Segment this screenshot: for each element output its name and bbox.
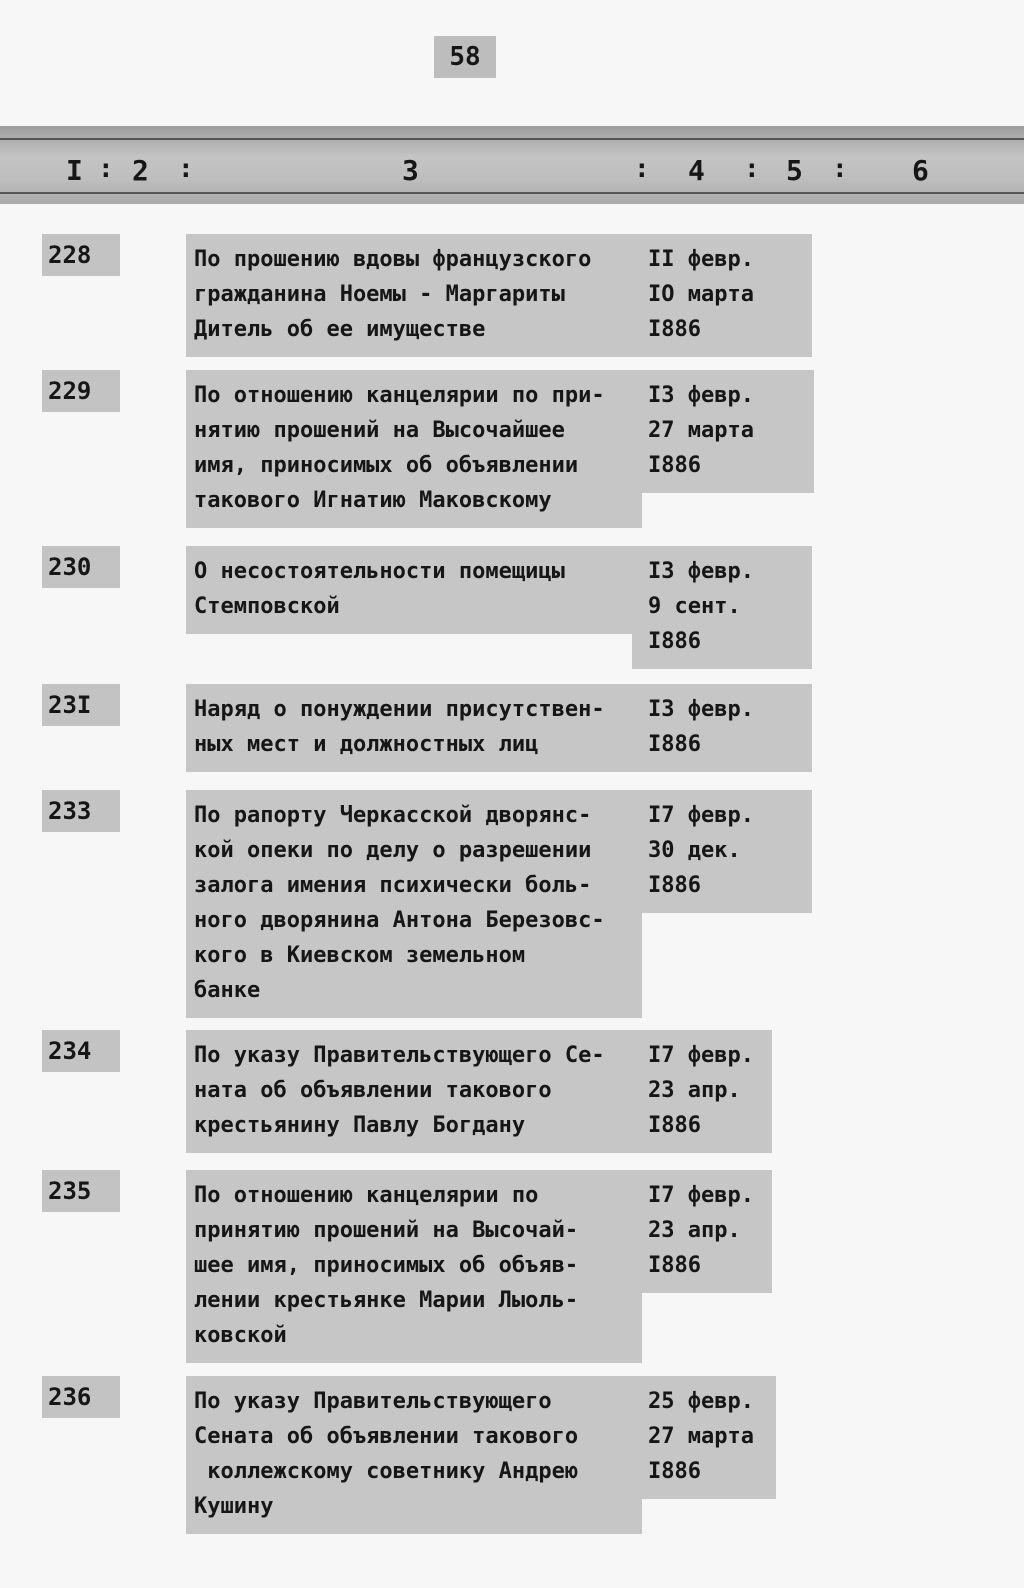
header-rule-bottom <box>0 192 1024 194</box>
title-line: ного дворянина Антона Березовс- <box>194 908 605 933</box>
record-title <box>186 370 642 528</box>
date-line: 23 апр. <box>648 1218 741 1243</box>
header-separator: : <box>634 154 650 184</box>
header-separator: : <box>98 154 114 184</box>
title-line: ковской <box>194 1323 287 1348</box>
record-number: 230 <box>42 546 120 588</box>
record-dates <box>632 546 812 669</box>
header-rule-top <box>0 138 1024 140</box>
date-line: I3 февр. <box>648 383 754 408</box>
date-line: I886 <box>648 732 701 757</box>
record-title <box>186 234 636 357</box>
title-line: По прошению вдовы французского <box>194 247 592 272</box>
header-separator: : <box>832 154 848 184</box>
title-line: кой опеки по делу о разрешении <box>194 838 592 863</box>
title-line: О несостоятельности помещицы <box>194 559 565 584</box>
title-line: коллежскому советнику Андрею <box>194 1459 579 1484</box>
record-title <box>186 684 642 772</box>
title-line: По рапорту Черкасской дворянс- <box>194 803 592 828</box>
page-number: 58 <box>434 36 496 78</box>
record-dates <box>632 1170 772 1293</box>
title-line: лении крестьянке Марии Лыоль- <box>194 1288 579 1313</box>
title-line: такового Игнатию Маковскому <box>194 488 552 513</box>
title-line: ната об объявлении такового <box>194 1078 552 1103</box>
header-separator: : <box>178 154 194 184</box>
record-dates <box>632 684 812 772</box>
title-line: Наряд о понуждении присутствен- <box>194 697 605 722</box>
title-line: шее имя, приносимых об объяв- <box>194 1253 579 1278</box>
title-line: крестьянину Павлу Богдану <box>194 1113 526 1138</box>
title-line: Сената об объявлении такового <box>194 1424 579 1449</box>
date-line: I886 <box>648 453 701 478</box>
title-line: По отношению канцелярии по при- <box>194 383 605 408</box>
date-line: I886 <box>648 1253 701 1278</box>
record-dates <box>632 790 812 913</box>
header-col-2: 2 <box>132 154 151 187</box>
date-line: I7 февр. <box>648 1043 754 1068</box>
record-number: 233 <box>42 790 120 832</box>
date-line: 27 марта <box>648 1424 754 1449</box>
date-line: 27 марта <box>648 418 754 443</box>
date-line: I886 <box>648 1459 701 1484</box>
header-col-6: 6 <box>912 154 931 187</box>
header-col-3: 3 <box>402 154 421 187</box>
title-line: кого в Киевском земельном <box>194 943 526 968</box>
title-line: Стемповской <box>194 594 340 619</box>
record-dates <box>632 1030 772 1153</box>
header-separator: : <box>744 154 760 184</box>
record-title <box>186 1170 642 1363</box>
date-line: I886 <box>648 629 701 654</box>
title-line: залога имения психически боль- <box>194 873 592 898</box>
date-line: I886 <box>648 317 701 342</box>
title-line: По отношению канцелярии по <box>194 1183 539 1208</box>
record-title <box>186 790 642 1018</box>
date-line: I3 февр. <box>648 697 754 722</box>
table-header <box>0 126 1024 204</box>
date-line: I7 февр. <box>648 803 754 828</box>
title-line: банке <box>194 978 261 1003</box>
title-line: гражданина Ноемы - Маргариты <box>194 282 565 307</box>
title-line: принятию прошений на Высочай- <box>194 1218 579 1243</box>
header-col-1: I <box>66 154 85 187</box>
record-number: 229 <box>42 370 120 412</box>
date-line: I3 февр. <box>648 559 754 584</box>
record-number: 234 <box>42 1030 120 1072</box>
date-line: 30 дек. <box>648 838 741 863</box>
date-line: 25 февр. <box>648 1389 754 1414</box>
date-line: 9 сент. <box>648 594 741 619</box>
title-line: Дитель об ее имуществе <box>194 317 486 342</box>
header-col-4: 4 <box>688 154 707 187</box>
title-line: ных мест и должностных лиц <box>194 732 539 757</box>
record-title <box>186 546 642 634</box>
date-line: 23 апр. <box>648 1078 741 1103</box>
date-line: I886 <box>648 873 701 898</box>
date-line: I7 февр. <box>648 1183 754 1208</box>
record-dates <box>632 1376 776 1499</box>
record-number: 228 <box>42 234 120 276</box>
date-line: II февр. <box>648 247 754 272</box>
title-line: имя, приносимых об объявлении <box>194 453 579 478</box>
title-line: нятию прошений на Высочайшее <box>194 418 565 443</box>
date-line: IO марта <box>648 282 754 307</box>
title-line: Кушину <box>194 1494 274 1519</box>
title-line: По указу Правительствующего Се- <box>194 1043 605 1068</box>
record-number: 235 <box>42 1170 120 1212</box>
record-title <box>186 1376 642 1534</box>
record-number: 236 <box>42 1376 120 1418</box>
title-line: По указу Правительствующего <box>194 1389 552 1414</box>
date-line: I886 <box>648 1113 701 1138</box>
record-number: 23I <box>42 684 120 726</box>
header-col-5: 5 <box>786 154 805 187</box>
record-dates <box>632 370 814 493</box>
record-dates <box>632 234 812 357</box>
record-title <box>186 1030 642 1153</box>
